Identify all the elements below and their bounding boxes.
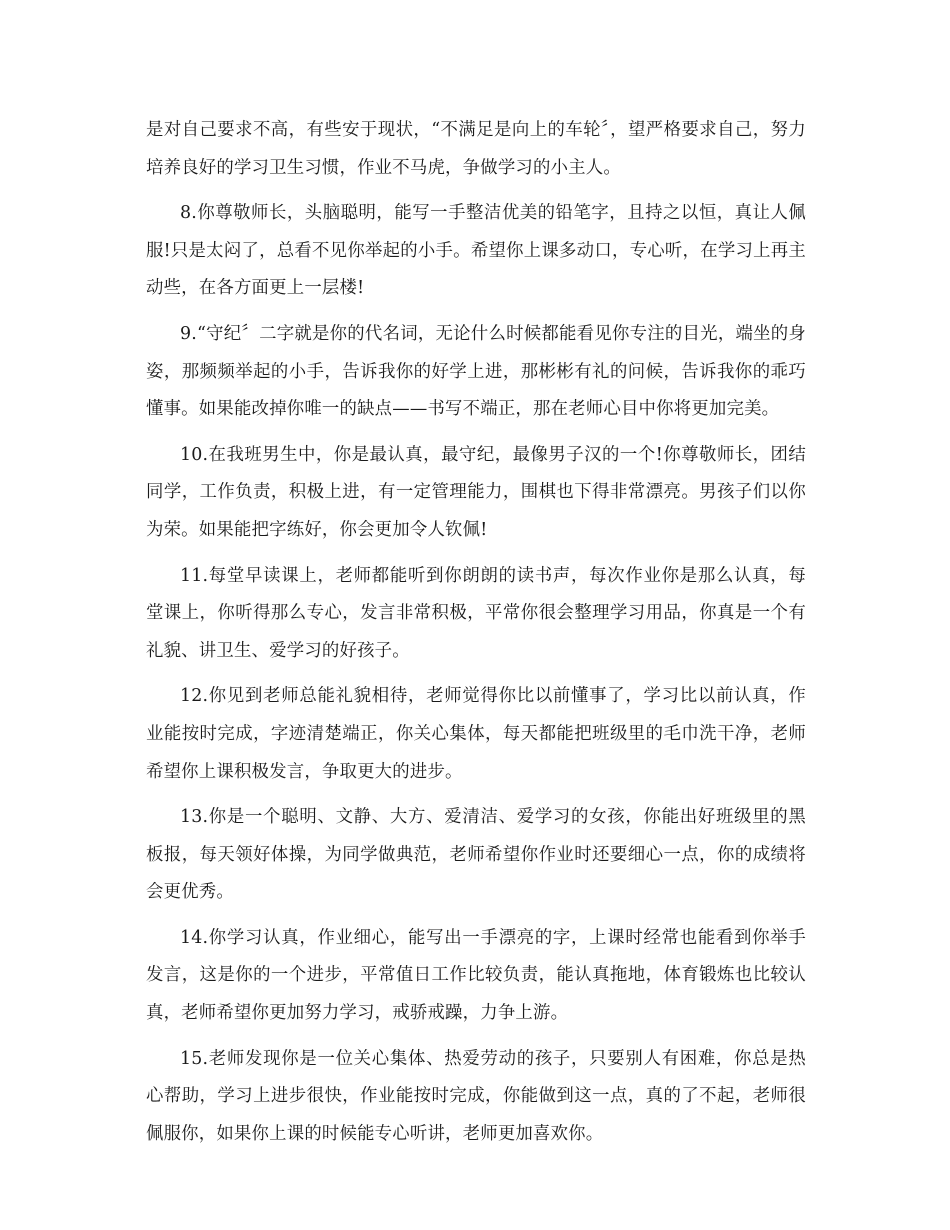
paragraph-comment-15: 15.老师发现你是一位关心集体、热爱劳动的孩子，只要别人有困难，你总是热心帮助，学习上进步很快，作业能按时完成，你能做到这一点，真的了不起，老师很佩服你，如果你上课的时候能专心听讲，老师更加喜欢你。 [146,1048,806,1144]
paragraph-comment-12: 12.你见到老师总能礼貌相待，老师觉得你比以前懂事了，学习比以前认真，作业能按时完成，字迹清楚端正，你关心集体，每天都能把班级里的毛巾洗干净，老师希望你上课积极发言，争取更大的进步。 [146,686,806,782]
paragraph-comment-13: 13.你是一个聪明、文静、大方、爱清洁、爱学习的女孩，你能出好班级里的黑板报，每天领好体操，为同学做典范，老师希望你作业时还要细心一点，你的成绩将会更优秀。 [146,807,806,903]
paragraph-continuation: 是对自己要求不高，有些安于现状，“不满足是向上的车轮〞，望严格要求自己，努力培养良好的学习卫生习惯，作业不马虎，争做学习的小主人。 [146,120,806,178]
paragraph-comment-9: 9.“守纪〞二字就是你的代名词，无论什么时候都能看见你专注的目光，端坐的身姿，那频频举起的小手，告诉我你的好学上进，那彬彬有礼的问候，告诉我你的乖巧懂事。如果能改掉你唯一的缺点——书写不端正，那在老师心目中你将更加完美。 [146,323,806,420]
paragraph-comment-14: 14.你学习认真，作业细心，能写出一手漂亮的字，上课时经常也能看到你举手发言，这是你的一个进步，平常值日工作比较负责，能认真拖地，体育锻炼也比较认真，老师希望你更加努力学习，戒骄戒躁，力争上游。 [146,927,806,1024]
paragraph-comment-8: 8.你尊敬师长，头脑聪明，能写一手整洁优美的铅笔字，且持之以恒，真让人佩服!只是太闷了，总看不见你举起的小手。希望你上课多动口，专心听，在学习上再主动些，在各方面更上一层楼! [146,203,806,299]
paragraph-comment-10: 10.在我班男生中，你是最认真，最守纪，最像男子汉的一个!你尊敬师长，团结同学，工作负责，积极上进，有一定管理能力，围棋也下得非常漂亮。男孩子们以你为荣。如果能把字练好，你会更加令人钦佩! [146,444,806,540]
document-body [146,112,806,1153]
paragraph-comment-11: 11.每堂早读课上，老师都能听到你朗朗的读书声，每次作业你是那么认真，每堂课上，你听得那么专心，发言非常积极，平常你很会整理学习用品，你真是一个有礼貌、讲卫生、爱学习的好孩子。 [146,565,806,661]
